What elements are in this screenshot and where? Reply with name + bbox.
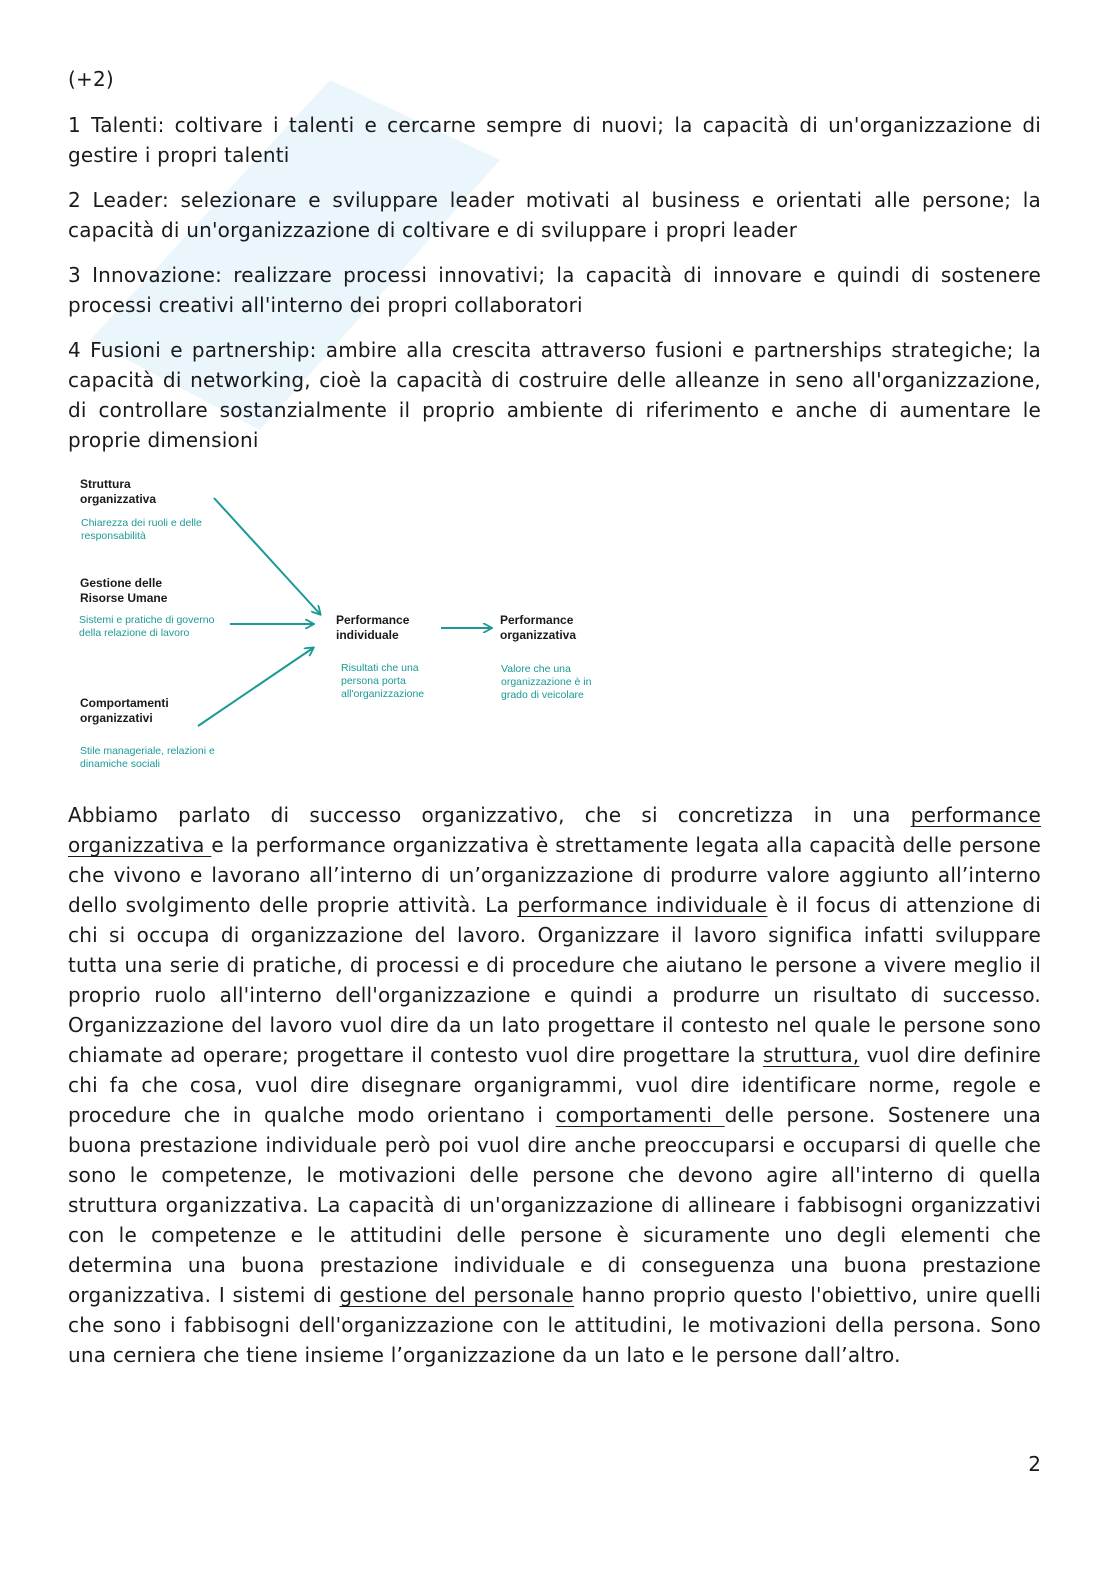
body-text-2: e la performance organizzativa è strettamente legata alla capacità delle persone che vivono e lavorano all’interno di un’organizzazione di produrre valore aggiunto all’interno dello svolgimento delle proprie attività. La — [68, 833, 1041, 917]
gestione-subtitle: Sistemi e pratiche di governo della relazione di lavoro — [79, 614, 215, 639]
performance-organizzativa-title: Performance organizzativa — [500, 613, 577, 642]
performance-diagram — [68, 470, 628, 780]
body-text-1: Abbiamo parlato di successo organizzativo, che si concretizza in una — [68, 803, 911, 827]
comportamenti-subtitle: Stile manageriale, relazioni e dinamiche sociali — [80, 745, 215, 770]
performance-individuale-title: Performance individuale — [336, 613, 410, 642]
arrow-struttura — [214, 498, 320, 614]
document-page — [68, 0, 1041, 1579]
body-text-5: delle persone. Sostenere una buona prestazione individuale però poi vuol dire anche preoccuparsi e occuparsi di quelle che sono le competenze, le motivazioni delle persone che devono agire all'interno di quella struttura organizzativa. La capacità di un'organizzazione di allineare i fabbisogni organizzativi con le competenze e le attitudini delle persone è sicuramente uno degli elementi che determina una buona prestazione individuale e di conseguenza una buona prestazione organizzativa. I sistemi di — [68, 1103, 1041, 1307]
comportamenti-title: Comportamenti organizzativi — [80, 696, 169, 725]
body-text-4: vuol dire definire chi fa che cosa, vuol dire disegnare organigrammi, vuol dire identificare norme, regole e procedure che in qualche modo orientano i — [68, 1043, 1041, 1127]
list-item-talenti: 1 Talenti: coltivare i talenti e cercarne sempre di nuovi; la capacità di un'organizzazione di gestire i propri talenti — [68, 113, 1041, 167]
gestione-title: Gestione delle Risorse Umane — [80, 576, 168, 605]
struttura-title: Struttura organizzativa — [80, 477, 157, 506]
term-comportamenti: comportamenti — [555, 1103, 725, 1127]
list-item-fusioni: 4 Fusioni e partnership: ambire alla crescita attraverso fusioni e partnerships strategiche; la capacità di networking, cioè la capacità di costruire delle alleanze in seno all'organizzazione, di controllare sostanzialmente il proprio ambiente di riferimento e anche di aumentare le proprie dimensioni — [68, 338, 1041, 452]
numbered-list — [68, 110, 1041, 470]
performance-individuale-subtitle: Risultati che una persona porta all'organizzazione — [341, 662, 425, 700]
struttura-subtitle: Chiarezza dei ruoli e delle responsabilità — [81, 517, 202, 542]
term-performance-individuale: performance individuale — [517, 893, 768, 917]
performance-organizzativa-subtitle: Valore che una organizzazione è in grado di veicolare — [501, 663, 592, 701]
body-text-6: hanno proprio questo l'obiettivo, unire quelli che sono i fabbisogni dell'organizzazione con le attitudini, le motivazioni della persona. Sono una cerniera che tiene insieme l’organizzazione da un lato e le persone dall’altro. — [68, 1283, 1041, 1367]
body-paragraph — [68, 800, 1041, 1370]
top-note: (+2) — [68, 67, 114, 91]
list-item-leader: 2 Leader: selezionare e sviluppare leader motivati al business e orientati alle persone; la capacità di un'organizzazione di coltivare e di sviluppare i propri leader — [68, 188, 1041, 242]
page-number: 2 — [1028, 1452, 1041, 1476]
body-text-3: è il focus di attenzione di chi si occupa di organizzazione del lavoro. Organizzare il lavoro significa infatti sviluppare tutta una serie di pratiche, di processi e di procedure che aiutano le persone a vivere meglio il proprio ruolo all'interno dell'organizzazione e quindi a produrre un risultato di successo. Organizzazione del lavoro vuol dire da un lato progettare il contesto nel quale le persone sono chiamate ad operare; progettare il contesto vuol dire progettare la — [68, 893, 1041, 1067]
list-item-innovazione: 3 Innovazione: realizzare processi innovativi; la capacità di innovare e quindi di sostenere processi creativi all'interno dei propri collaboratori — [68, 263, 1041, 317]
term-performance-organizzativa: performance organizzativa — [68, 803, 1041, 857]
term-struttura: struttura, — [763, 1043, 860, 1067]
term-gestione-del-personale: gestione del personale — [339, 1283, 575, 1307]
arrow-comportamenti — [198, 648, 313, 726]
